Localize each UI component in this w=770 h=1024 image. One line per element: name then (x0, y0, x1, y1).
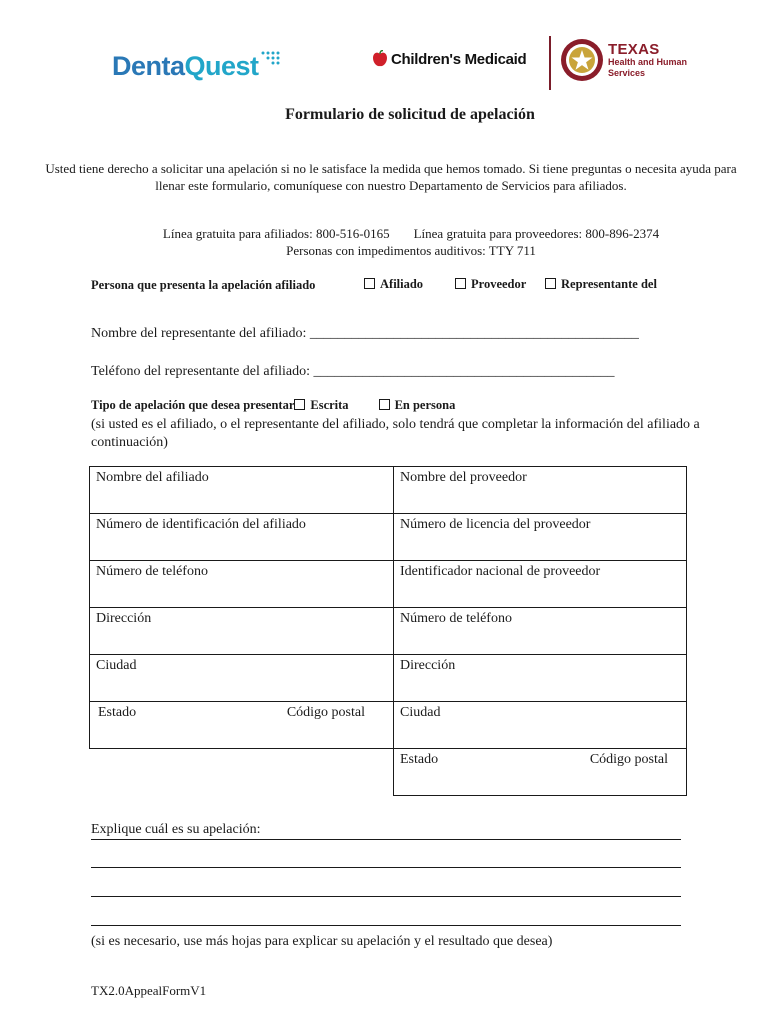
checkbox-written[interactable] (294, 399, 305, 410)
checkbox-member[interactable] (364, 278, 375, 289)
appeal-type-row (91, 398, 455, 413)
provider-npi-cell[interactable]: Identificador nacional de proveedor (394, 561, 687, 608)
checkbox-representative[interactable] (545, 278, 556, 289)
requester-label: Persona que presenta la apelación afiliado (91, 278, 316, 292)
intro-text: Usted tiene derecho a solicitar una apelación si no le satisface la medida que hemos tomado. Si tiene preguntas o necesita ayuda para llenar este formulario, comuníquese con nuestro Departamento de Servicios para afiliados. (45, 161, 737, 193)
texas-seal-icon (560, 38, 604, 82)
option-representative[interactable]: Representante del (545, 277, 657, 292)
dentaquest-logo (112, 46, 283, 86)
in-person-option: En persona (394, 398, 456, 412)
explain-line-1[interactable] (91, 839, 681, 840)
provider-name-cell[interactable]: Nombre del proveedor (394, 467, 687, 514)
phone-lines (40, 225, 770, 259)
member-phone: Línea gratuita para afiliados: 800-516-0165 (162, 226, 390, 241)
provider-license-cell[interactable]: Número de licencia del proveedor (394, 514, 687, 561)
member-name-cell[interactable]: Nombre del afiliado (90, 467, 394, 514)
appeal-type-label: Tipo de apelación que desea presentar (91, 398, 295, 412)
provider-address-cell[interactable]: Dirección (394, 655, 687, 702)
member-id-cell[interactable]: Número de identificación del afiliado (90, 514, 394, 561)
dentaquest-logo-part2: Quest (184, 50, 259, 81)
hhs-line-1: Health and Human (608, 56, 688, 67)
written-option: Escrita (310, 398, 349, 412)
explain-line-3[interactable] (91, 896, 681, 897)
option-provider[interactable]: Proveedor (455, 277, 526, 292)
apple-icon (372, 50, 388, 68)
member-info-table (89, 466, 394, 749)
member-zip-label: Código postal (286, 705, 365, 720)
checkbox-in-person[interactable] (379, 399, 390, 410)
explain-line-2[interactable] (91, 867, 681, 868)
childrens-medicaid-logo (372, 50, 526, 68)
provider-phone: Línea gratuita para proveedores: 800-896-2374 (413, 226, 660, 241)
logo-divider (549, 36, 551, 90)
additional-pages-note: (si es necesario, use más hojas para explicar su apelación y el resultado que desea) (91, 934, 553, 949)
dots-icon (261, 51, 283, 67)
childrens-medicaid-text: Children's Medicaid (391, 50, 527, 68)
rep-name-field[interactable]: Nombre del representante del afiliado: _______________________________________________ (91, 326, 639, 341)
texas-word: TEXAS (608, 40, 660, 58)
provider-state-zip-cell[interactable] (394, 749, 687, 796)
member-phone-cell[interactable]: Número de teléfono (90, 561, 394, 608)
checkbox-provider[interactable] (455, 278, 466, 289)
rep-phone-field[interactable]: Teléfono del representante del afiliado: ___________________________________________ (91, 364, 615, 379)
texas-hhs-logo (560, 38, 687, 82)
option-member[interactable]: Afiliado (364, 277, 423, 292)
provider-phone-cell[interactable]: Número de teléfono (394, 608, 687, 655)
provider-zip-label: Código postal (589, 752, 668, 767)
member-state-zip-cell[interactable] (90, 702, 394, 749)
provider-info-table (393, 466, 687, 796)
dentaquest-logo-part1: Denta (112, 50, 185, 81)
hhs-line-2: Services (608, 67, 646, 78)
member-address-cell[interactable]: Dirección (90, 608, 394, 655)
explain-line-4[interactable] (91, 925, 681, 926)
tty-line: Personas con impedimentos auditivos: TTY 711 (286, 243, 536, 258)
form-id: TX2.0AppealFormV1 (91, 983, 207, 998)
member-city-cell[interactable]: Ciudad (90, 655, 394, 702)
explain-label: Explique cuál es su apelación: (91, 822, 261, 837)
page-title: Formulario de solicitud de apelación (285, 106, 535, 123)
appeal-note: (si usted es el afiliado, o el representante del afiliado, solo tendrá que completar la información del afiliado a continuación) (91, 417, 700, 450)
provider-city-cell[interactable]: Ciudad (394, 702, 687, 749)
member-state-label: Estado (98, 705, 137, 720)
provider-state-label: Estado (400, 752, 439, 767)
